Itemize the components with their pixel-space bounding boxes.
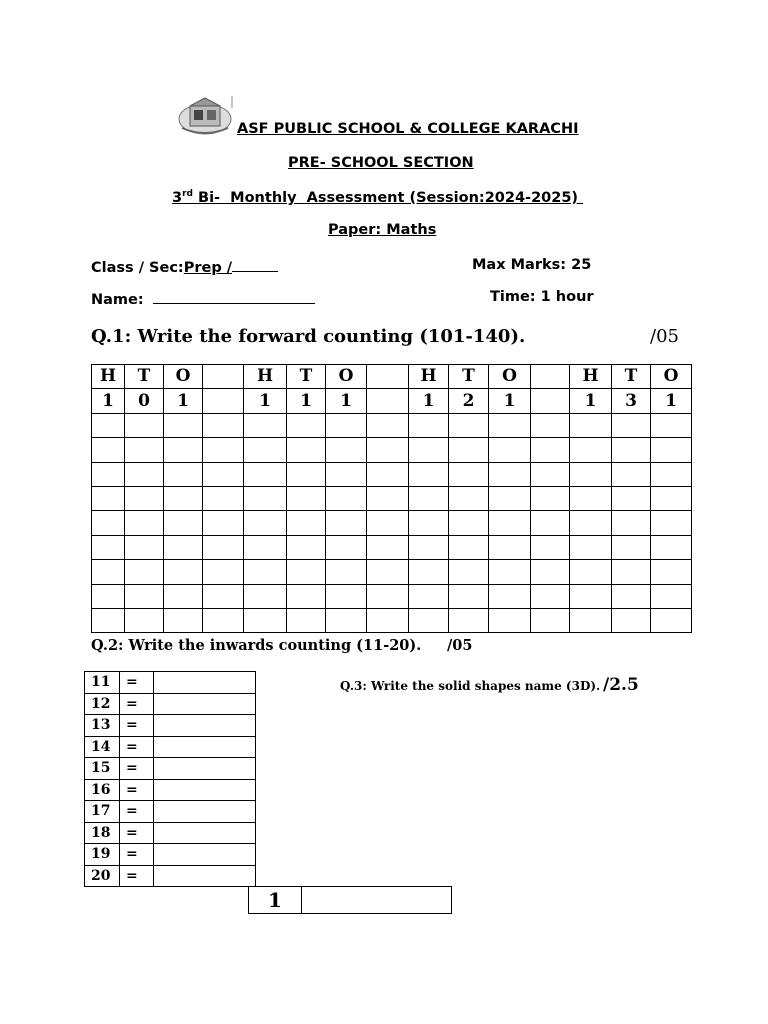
grid-cell[interactable] xyxy=(203,584,244,608)
grid-cell[interactable] xyxy=(612,584,651,608)
grid-cell[interactable] xyxy=(326,584,367,608)
grid-cell: 1 xyxy=(326,389,367,413)
grid-cell[interactable] xyxy=(489,608,531,632)
grid-cell[interactable] xyxy=(326,511,367,535)
grid-cell: H xyxy=(92,365,125,389)
grid-cell[interactable] xyxy=(489,462,531,486)
grid-cell[interactable] xyxy=(164,438,203,462)
grid-cell[interactable] xyxy=(409,608,449,632)
grid-cell xyxy=(367,389,409,413)
q2-equals: = xyxy=(120,779,154,801)
grid-cell: 1 xyxy=(244,389,287,413)
grid-cell[interactable] xyxy=(651,486,692,510)
q2-number: 11 xyxy=(85,672,120,694)
grid-cell[interactable] xyxy=(203,438,244,462)
class-line xyxy=(91,257,278,276)
grid-cell[interactable] xyxy=(449,511,489,535)
grid-cell[interactable] xyxy=(244,511,287,535)
grid-cell[interactable] xyxy=(570,462,612,486)
page-number: 1 xyxy=(249,887,302,914)
grid-cell: 1 xyxy=(489,389,531,413)
grid-cell[interactable] xyxy=(570,584,612,608)
grid-cell[interactable] xyxy=(531,462,570,486)
grid-cell[interactable] xyxy=(287,608,326,632)
grid-cell: O xyxy=(489,365,531,389)
grid-cell[interactable] xyxy=(287,511,326,535)
grid-cell xyxy=(203,365,244,389)
q2-answer-cell[interactable] xyxy=(154,736,256,758)
q2-answer-cell[interactable] xyxy=(154,693,256,715)
grid-cell: H xyxy=(244,365,287,389)
grid-cell[interactable] xyxy=(367,413,409,437)
grid-cell[interactable] xyxy=(326,535,367,559)
grid-cell[interactable] xyxy=(409,413,449,437)
grid-cell[interactable] xyxy=(651,535,692,559)
grid-cell[interactable] xyxy=(125,413,164,437)
grid-cell[interactable] xyxy=(92,486,125,510)
grid-cell[interactable] xyxy=(489,511,531,535)
grid-cell[interactable] xyxy=(326,486,367,510)
grid-cell[interactable] xyxy=(164,486,203,510)
grid-cell[interactable] xyxy=(449,486,489,510)
q2-equals: = xyxy=(120,693,154,715)
grid-empty-row xyxy=(92,584,692,608)
grid-empty-row xyxy=(92,535,692,559)
q1-text: Q.1: Write the forward counting (101-140). xyxy=(91,326,526,347)
grid-cell[interactable] xyxy=(409,560,449,584)
grid-cell[interactable] xyxy=(612,486,651,510)
grid-header-row xyxy=(92,365,692,389)
q2-answer-cell[interactable] xyxy=(154,844,256,866)
grid-cell[interactable] xyxy=(409,462,449,486)
grid-cell[interactable] xyxy=(203,560,244,584)
grid-cell[interactable] xyxy=(570,413,612,437)
grid-cell[interactable] xyxy=(367,438,409,462)
grid-cell: T xyxy=(125,365,164,389)
q2-answer-cell[interactable] xyxy=(154,779,256,801)
grid-cell: 1 xyxy=(92,389,125,413)
grid-empty-row xyxy=(92,438,692,462)
grid-cell[interactable] xyxy=(326,462,367,486)
grid-cell[interactable] xyxy=(409,438,449,462)
grid-cell[interactable] xyxy=(531,511,570,535)
grid-cell[interactable] xyxy=(570,486,612,510)
grid-cell[interactable] xyxy=(164,608,203,632)
grid-cell[interactable] xyxy=(367,535,409,559)
class-label: Class / Sec: xyxy=(91,260,184,276)
grid-cell: H xyxy=(570,365,612,389)
grid-cell[interactable] xyxy=(203,413,244,437)
grid-cell xyxy=(367,365,409,389)
grid-cell[interactable] xyxy=(612,608,651,632)
q2-row xyxy=(85,715,256,737)
grid-cell[interactable] xyxy=(409,584,449,608)
grid-empty-row xyxy=(92,511,692,535)
q2-equals: = xyxy=(120,758,154,780)
grid-cell[interactable] xyxy=(531,413,570,437)
grid-cell[interactable] xyxy=(651,560,692,584)
grid-cell[interactable] xyxy=(409,511,449,535)
grid-cell[interactable] xyxy=(203,535,244,559)
paper-title: Paper: Maths xyxy=(328,222,437,238)
grid-empty-row xyxy=(92,413,692,437)
school-logo-icon xyxy=(176,94,234,136)
q2-answer-cell[interactable] xyxy=(154,672,256,694)
class-blank[interactable] xyxy=(232,257,278,272)
grid-cell[interactable] xyxy=(367,560,409,584)
grid-cell[interactable] xyxy=(409,486,449,510)
q2-inward-counting-table xyxy=(84,671,256,887)
grid-cell: 1 xyxy=(164,389,203,413)
grid-cell[interactable] xyxy=(651,438,692,462)
grid-cell[interactable] xyxy=(612,438,651,462)
grid-cell: T xyxy=(612,365,651,389)
grid-cell[interactable] xyxy=(92,584,125,608)
grid-cell[interactable] xyxy=(244,486,287,510)
grid-cell: O xyxy=(651,365,692,389)
q2-row xyxy=(85,693,256,715)
page-number-box xyxy=(248,886,452,914)
grid-cell[interactable] xyxy=(367,511,409,535)
q2-equals: = xyxy=(120,736,154,758)
q1-counting-grid xyxy=(91,364,692,633)
grid-cell[interactable] xyxy=(287,462,326,486)
grid-cell[interactable] xyxy=(449,584,489,608)
q2-equals: = xyxy=(120,715,154,737)
q2-equals: = xyxy=(120,865,154,887)
q2-number: 17 xyxy=(85,801,120,823)
assessment-title xyxy=(172,189,583,206)
grid-empty-row xyxy=(92,462,692,486)
grid-empty-row xyxy=(92,560,692,584)
grid-cell[interactable] xyxy=(409,535,449,559)
q2-equals: = xyxy=(120,844,154,866)
q1-marks: /05 xyxy=(650,326,679,347)
grid-empty-row xyxy=(92,486,692,510)
grid-cell[interactable] xyxy=(449,413,489,437)
grid-cell: O xyxy=(326,365,367,389)
assessment-rest: Bi- Monthly Assessment (Session:2024-2025) xyxy=(192,189,584,206)
grid-cell[interactable] xyxy=(367,584,409,608)
grid-cell[interactable] xyxy=(92,535,125,559)
q2-number: 13 xyxy=(85,715,120,737)
grid-cell: 2 xyxy=(449,389,489,413)
grid-cell[interactable] xyxy=(651,462,692,486)
grid-cell: 1 xyxy=(651,389,692,413)
class-value: Prep / xyxy=(183,260,233,276)
grid-cell[interactable] xyxy=(287,535,326,559)
grid-cell: 0 xyxy=(125,389,164,413)
grid-cell: 1 xyxy=(570,389,612,413)
grid-cell[interactable] xyxy=(489,413,531,437)
grid-cell[interactable] xyxy=(367,462,409,486)
grid-cell[interactable] xyxy=(203,486,244,510)
q2-row xyxy=(85,736,256,758)
q2-answer-cell[interactable] xyxy=(154,822,256,844)
q2-equals: = xyxy=(120,672,154,694)
q2-answer-cell[interactable] xyxy=(154,758,256,780)
grid-cell xyxy=(531,365,570,389)
grid-cell[interactable] xyxy=(449,462,489,486)
q2-equals: = xyxy=(120,801,154,823)
grid-cell[interactable] xyxy=(92,511,125,535)
q2-number: 14 xyxy=(85,736,120,758)
grid-cell[interactable] xyxy=(125,608,164,632)
grid-cell: 3 xyxy=(612,389,651,413)
grid-cell[interactable] xyxy=(612,535,651,559)
q3-marks: /2.5 xyxy=(603,675,639,695)
grid-cell[interactable] xyxy=(531,486,570,510)
grid-cell[interactable] xyxy=(570,511,612,535)
grid-cell[interactable] xyxy=(570,608,612,632)
grid-cell[interactable] xyxy=(203,462,244,486)
grid-cell[interactable] xyxy=(489,560,531,584)
grid-cell[interactable] xyxy=(612,462,651,486)
q2-number: 19 xyxy=(85,844,120,866)
grid-cell[interactable] xyxy=(92,438,125,462)
q3-text: Q.3: Write the solid shapes name (3D). xyxy=(340,679,601,693)
assessment-ordinal-suffix: rd xyxy=(182,189,193,199)
grid-cell[interactable] xyxy=(489,486,531,510)
q2-answer-cell[interactable] xyxy=(154,865,256,887)
q2-equals: = xyxy=(120,822,154,844)
grid-cell[interactable] xyxy=(570,535,612,559)
grid-cell[interactable] xyxy=(326,413,367,437)
q2-number: 12 xyxy=(85,693,120,715)
section-name: PRE- SCHOOL SECTION xyxy=(288,155,474,171)
grid-cell[interactable] xyxy=(164,462,203,486)
grid-cell[interactable] xyxy=(92,560,125,584)
grid-cell[interactable] xyxy=(651,608,692,632)
grid-cell[interactable] xyxy=(287,560,326,584)
grid-cell[interactable] xyxy=(449,560,489,584)
grid-first-row xyxy=(92,389,692,413)
grid-cell[interactable] xyxy=(489,535,531,559)
grid-cell[interactable] xyxy=(244,608,287,632)
q2-number: 16 xyxy=(85,779,120,801)
grid-cell[interactable] xyxy=(244,560,287,584)
grid-cell: T xyxy=(287,365,326,389)
grid-cell xyxy=(531,389,570,413)
grid-cell[interactable] xyxy=(125,584,164,608)
grid-cell[interactable] xyxy=(531,560,570,584)
grid-cell[interactable] xyxy=(244,413,287,437)
grid-cell[interactable] xyxy=(449,438,489,462)
grid-cell: T xyxy=(449,365,489,389)
grid-cell[interactable] xyxy=(244,438,287,462)
grid-cell[interactable] xyxy=(203,511,244,535)
time-allowed: Time: 1 hour xyxy=(490,289,594,305)
grid-cell[interactable] xyxy=(449,608,489,632)
grid-cell[interactable] xyxy=(92,608,125,632)
q2-text: Q.2: Write the inwards counting (11-20). xyxy=(91,637,422,654)
grid-cell[interactable] xyxy=(612,560,651,584)
grid-cell[interactable] xyxy=(164,560,203,584)
grid-cell: 1 xyxy=(287,389,326,413)
school-name: ASF PUBLIC SCHOOL & COLLEGE KARACHI xyxy=(237,121,579,137)
grid-cell[interactable] xyxy=(367,486,409,510)
q2-row xyxy=(85,844,256,866)
grid-cell[interactable] xyxy=(203,608,244,632)
q2-answer-cell[interactable] xyxy=(154,715,256,737)
grid-cell[interactable] xyxy=(570,560,612,584)
grid-cell[interactable] xyxy=(92,462,125,486)
grid-cell[interactable] xyxy=(164,584,203,608)
grid-cell[interactable] xyxy=(164,511,203,535)
grid-cell[interactable] xyxy=(367,608,409,632)
grid-cell[interactable] xyxy=(531,438,570,462)
grid-cell[interactable] xyxy=(489,438,531,462)
name-line xyxy=(91,289,315,308)
q2-row xyxy=(85,779,256,801)
grid-cell[interactable] xyxy=(287,486,326,510)
grid-empty-row xyxy=(92,608,692,632)
grid-cell[interactable] xyxy=(531,608,570,632)
grid-cell[interactable] xyxy=(92,413,125,437)
grid-cell[interactable] xyxy=(326,560,367,584)
grid-cell[interactable] xyxy=(651,511,692,535)
grid-cell[interactable] xyxy=(125,486,164,510)
name-label: Name: xyxy=(91,292,144,308)
grid-cell[interactable] xyxy=(531,584,570,608)
grid-cell[interactable] xyxy=(612,413,651,437)
grid-cell[interactable] xyxy=(125,560,164,584)
q2-row xyxy=(85,672,256,694)
grid-cell[interactable] xyxy=(287,584,326,608)
grid-cell[interactable] xyxy=(570,438,612,462)
name-blank[interactable] xyxy=(153,289,315,304)
q2-marks: /05 xyxy=(447,637,473,654)
grid-cell[interactable] xyxy=(287,438,326,462)
q2-answer-cell[interactable] xyxy=(154,801,256,823)
q2-row xyxy=(85,822,256,844)
grid-cell[interactable] xyxy=(244,584,287,608)
page-number-blank-cell[interactable] xyxy=(302,887,452,914)
grid-cell[interactable] xyxy=(651,413,692,437)
grid-cell[interactable] xyxy=(531,535,570,559)
grid-cell[interactable] xyxy=(449,535,489,559)
grid-cell[interactable] xyxy=(287,413,326,437)
grid-cell[interactable] xyxy=(125,462,164,486)
assessment-ordinal: 3 xyxy=(172,189,183,206)
grid-cell[interactable] xyxy=(125,511,164,535)
grid-cell[interactable] xyxy=(164,413,203,437)
grid-cell[interactable] xyxy=(612,511,651,535)
q2-number: 20 xyxy=(85,865,120,887)
grid-cell[interactable] xyxy=(125,438,164,462)
max-marks: Max Marks: 25 xyxy=(472,257,592,273)
q2-row xyxy=(85,865,256,887)
grid-cell[interactable] xyxy=(651,584,692,608)
grid-cell[interactable] xyxy=(326,438,367,462)
grid-cell[interactable] xyxy=(489,584,531,608)
grid-cell[interactable] xyxy=(244,462,287,486)
q2-row xyxy=(85,758,256,780)
grid-cell[interactable] xyxy=(326,608,367,632)
grid-cell[interactable] xyxy=(125,535,164,559)
grid-cell: H xyxy=(409,365,449,389)
grid-cell xyxy=(203,389,244,413)
grid-cell: O xyxy=(164,365,203,389)
grid-cell: 1 xyxy=(409,389,449,413)
q2-number: 15 xyxy=(85,758,120,780)
q2-row xyxy=(85,801,256,823)
q2-number: 18 xyxy=(85,822,120,844)
grid-cell[interactable] xyxy=(244,535,287,559)
grid-cell[interactable] xyxy=(164,535,203,559)
